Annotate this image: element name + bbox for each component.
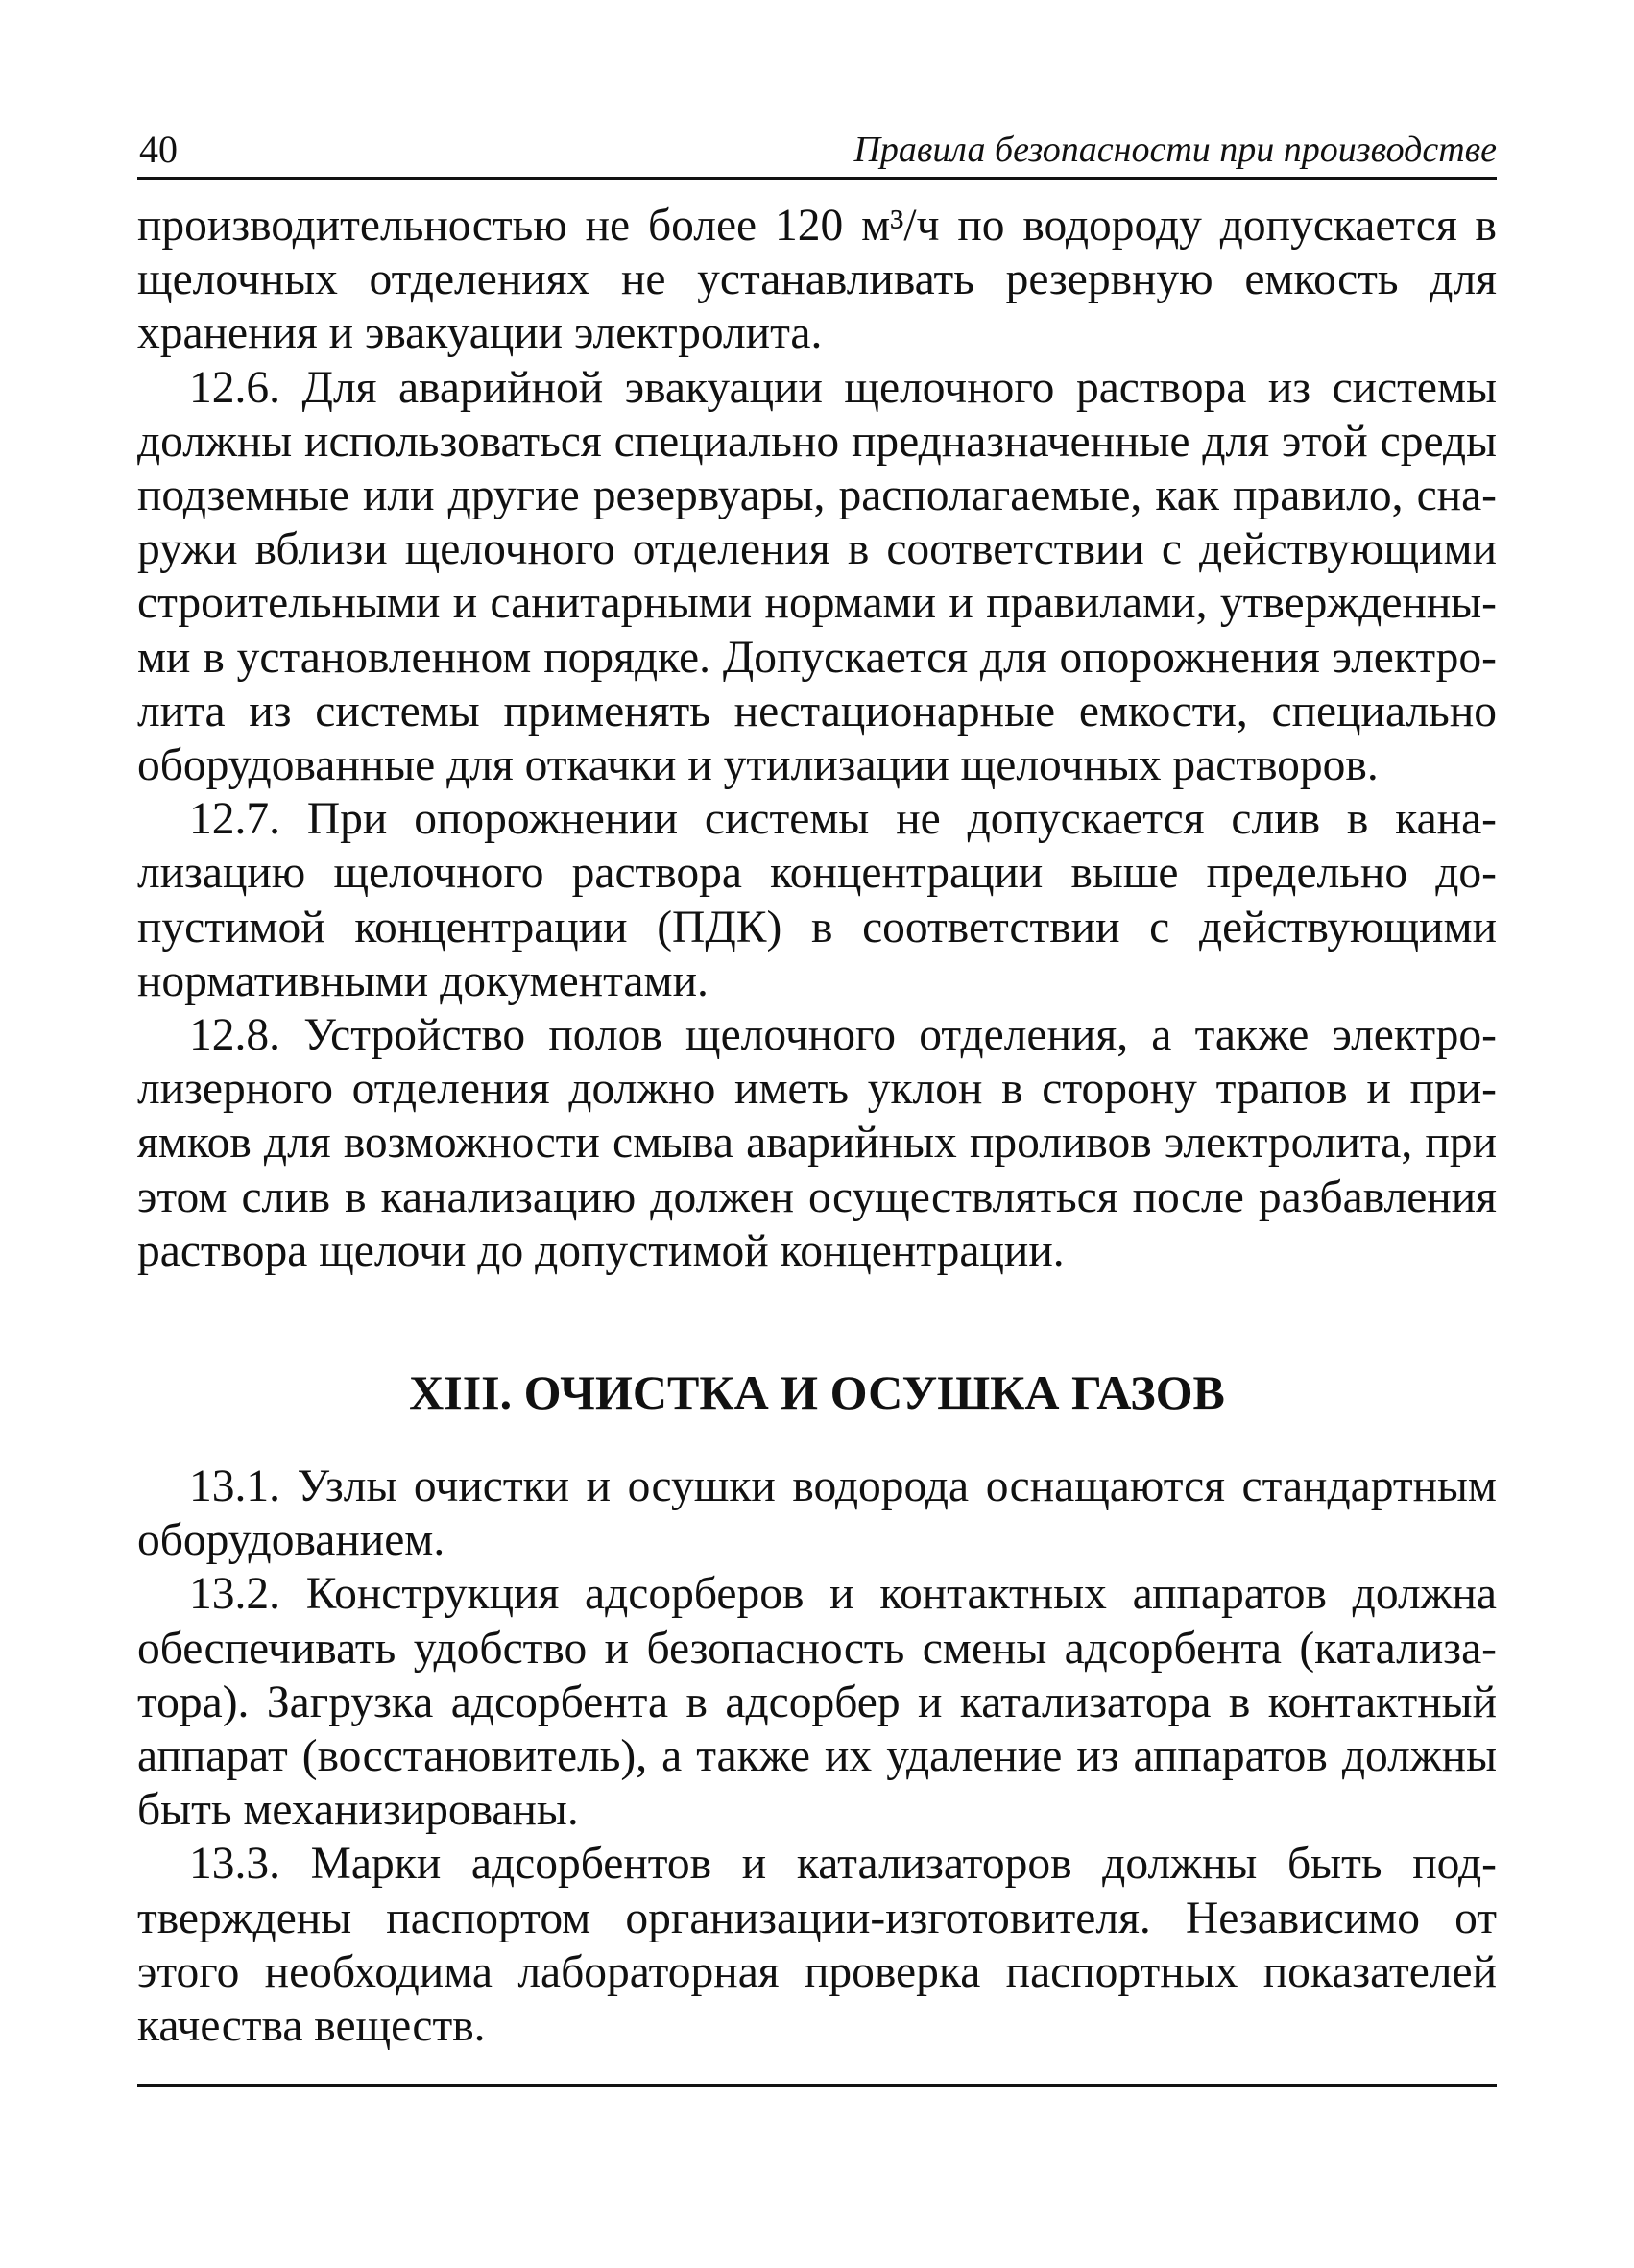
running-title: Правила безопасности при производстве [853,130,1497,170]
paragraph-13-1: 13.1. Узлы очистки и осушки водорода оснащаются стандартным оборудованием. [137,1461,1497,1566]
section-body-text [137,1460,1497,2053]
paragraph-continuation: производительностью не более 120 м³/ч по водороду допускается в щелочных отделениях не устанавливать резервную емкость для хранения и эвакуации электролита. [137,201,1497,359]
page-number: 40 [139,128,178,171]
body-text-top [137,199,1497,1278]
paragraph-13-3: 13.3. Марки адсорбентов и катализаторов должны быть подтверждены паспортом организации-изготовителя. Независимо от этого необходима лабораторная проверка паспортных показателей качества веществ. [137,1839,1497,2052]
section-heading: XIII. ОЧИСТКА И ОСУШКА ГАЗОВ [409,1365,1225,1419]
paragraph-12-8: 12.8. Устройство полов щелочного отделения, а также электролизерного отделения должно иметь уклон в сторону трапов и приямков для возможности смыва аварийных проливов электролита, при этом слив в канализацию должен осуществляться после разбавления раствора щелочи до допустимой концентрации. [137,1010,1497,1276]
paragraph-13-2: 13.2. Конструкция адсорберов и контактных аппаратов должна обеспечивать удобство и безопасность смены адсорбента (катализатора). Загрузка адсорбента в адсорбер и катализатора в контактный аппарат (восстановитель), а также их удаление из аппаратов должны быть механизированы. [137,1569,1497,1836]
paragraph-12-6: 12.6. Для аварийной эвакуации щелочного раствора из системы должны использоваться специально предназначенные для этой среды подземные или другие резервуары, располагаемые, как правило, снаружи вблизи щелочного отделения в соответствии с действующими строительными и санитарными нормами и правилами, утвержденными в установленном порядке. Допускается для опорожнения электролита из системы применять нестационарные емкости, специально оборудованные для откачки и утилизации щелочных растворов. [137,362,1497,791]
page-header [137,119,1497,180]
footer-rule [137,2084,1497,2087]
paragraph-12-7: 12.7. При опорожнении системы не допускается слив в канализацию щелочного раствора концентрации выше предельно допустимой концентрации (ПДК) в соответствии с действующими нормативными документами. [137,794,1497,1006]
